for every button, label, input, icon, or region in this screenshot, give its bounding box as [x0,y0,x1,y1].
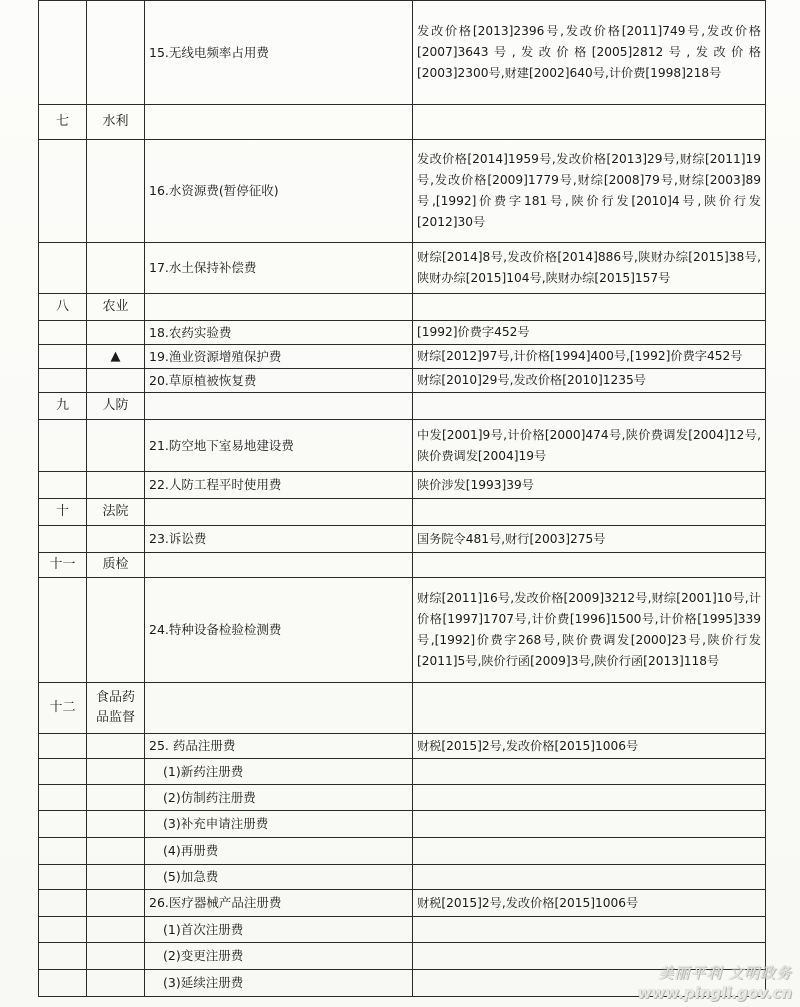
fee-item-cell: (4)再册费 [145,838,413,865]
section-number-cell [39,917,87,943]
table-row [39,811,766,838]
section-number-cell [39,526,87,553]
policy-basis-cell: 中发[2001]9号,计价格[2000]474号,陕价费调发[2004]12号,陕价费调发[2004]19号 [413,420,766,472]
section-number-cell [39,890,87,917]
policy-basis-cell [413,105,766,140]
fee-item-cell: (1)新药注册费 [145,759,413,785]
table-row [39,734,766,759]
policy-basis-cell: 国务院令481号,财行[2003]275号 [413,526,766,553]
table-row [39,683,766,734]
section-number-cell [39,785,87,811]
table-row [39,472,766,499]
section-number-cell [39,838,87,865]
policy-basis-cell: [1992]价费字452号 [413,321,766,345]
section-number-cell [39,811,87,838]
section-number-cell [39,943,87,970]
policy-basis-cell [413,294,766,321]
fee-item-cell [145,294,413,321]
policy-basis-cell: 发改价格[2014]1959号,发改价格[2013]29号,财综[2011]19号,发改价格[2009]1779号,财综[2008]79号,财综[2003]89号,[1992]价费字181号,陕价行发[2010]4号,陕价行发[2012]30号 [413,140,766,243]
fee-item-cell: 22.人防工程平时使用费 [145,472,413,499]
table-row [39,759,766,785]
fee-item-cell: 19.渔业资源增殖保护费 [145,345,413,369]
section-category-cell: 质检 [87,553,145,578]
fee-item-cell: 23.诉讼费 [145,526,413,553]
policy-basis-cell [413,917,766,943]
fee-item-cell: 15.无线电频率占用费 [145,1,413,105]
section-number-cell [39,369,87,393]
table-row [39,105,766,140]
table-row [39,321,766,345]
section-number-cell [39,345,87,369]
section-number-cell [39,472,87,499]
policy-basis-cell: 财综[2012]97号,计价格[1994]400号,[1992]价费字452号 [413,345,766,369]
policy-basis-cell [413,811,766,838]
table-row [39,865,766,890]
fee-item-cell: (3)补充申请注册费 [145,811,413,838]
section-category-cell [87,785,145,811]
fee-item-cell [145,105,413,140]
fee-item-cell: 25. 药品注册费 [145,734,413,759]
section-category-cell [87,890,145,917]
section-category-cell [87,243,145,294]
section-category-cell [87,970,145,997]
section-number-cell [39,865,87,890]
fee-item-cell: 21.防空地下室易地建设费 [145,420,413,472]
fee-item-cell: (2)仿制药注册费 [145,785,413,811]
section-category-cell [87,140,145,243]
section-category-cell [87,321,145,345]
fee-item-cell [145,683,413,734]
policy-basis-cell [413,683,766,734]
table-row [39,553,766,578]
table-row [39,526,766,553]
section-number-cell [39,578,87,683]
policy-basis-cell [413,865,766,890]
section-category-cell [87,759,145,785]
policy-basis-cell [413,785,766,811]
section-number-cell [39,243,87,294]
section-category-cell: 食品药品监督 [87,683,145,734]
fee-item-cell [145,393,413,420]
section-category-cell [87,917,145,943]
section-category-cell [87,865,145,890]
section-category-cell [87,1,145,105]
table-row [39,838,766,865]
section-number-cell: 十二 [39,683,87,734]
section-category-cell [87,420,145,472]
section-category-cell [87,943,145,970]
section-number-cell [39,759,87,785]
section-number-cell: 十一 [39,553,87,578]
table-row [39,140,766,243]
fee-item-cell: 24.特种设备检验检测费 [145,578,413,683]
section-number-cell [39,420,87,472]
table-row [39,578,766,683]
section-number-cell: 八 [39,294,87,321]
policy-basis-cell [413,838,766,865]
section-category-cell: ▲ [87,345,145,369]
policy-basis-cell [413,393,766,420]
section-number-cell [39,734,87,759]
table-row [39,499,766,526]
policy-basis-cell: 发改价格[2013]2396号,发改价格[2011]749号,发改价格[2007]3643号,发改价格[2005]2812号,发改价格[2003]2300号,财建[2002]640号,计价费[1998]218号 [413,1,766,105]
section-category-cell: 法院 [87,499,145,526]
section-category-cell [87,369,145,393]
fee-item-cell: 26.医疗器械产品注册费 [145,890,413,917]
table-row [39,345,766,369]
section-number-cell: 七 [39,105,87,140]
section-category-cell [87,472,145,499]
section-number-cell: 九 [39,393,87,420]
table-row [39,369,766,393]
fee-item-cell: 17.水土保持补偿费 [145,243,413,294]
policy-basis-cell: 财综[2011]16号,发改价格[2009]3212号,财综[2001]10号,计价格[1997]1707号,计价费[1996]1500号,计价格[1995]339号,[1992]价费字268号,陕价费调发[2000]23号,陕价行发[2011]5号,陕价行函[2009]3号,陕价行函[2013]118号 [413,578,766,683]
section-category-cell [87,578,145,683]
section-category-cell [87,838,145,865]
fee-item-cell: 18.农药实验费 [145,321,413,345]
section-category-cell [87,811,145,838]
section-number-cell [39,140,87,243]
fee-item-cell [145,499,413,526]
fee-item-cell [145,553,413,578]
fee-item-cell: (3)延续注册费 [145,970,413,997]
fee-item-cell: (5)加急费 [145,865,413,890]
policy-basis-cell [413,499,766,526]
table-row [39,1,766,105]
section-number-cell [39,321,87,345]
section-number-cell: 十 [39,499,87,526]
section-category-cell: 水利 [87,105,145,140]
table-row [39,294,766,321]
fee-basis-table [38,0,766,997]
section-category-cell [87,734,145,759]
section-number-cell [39,1,87,105]
fee-item-cell: (1)首次注册费 [145,917,413,943]
section-category-cell: 人防 [87,393,145,420]
fee-item-cell: 20.草原植被恢复费 [145,369,413,393]
table-row [39,890,766,917]
table-row [39,243,766,294]
policy-basis-cell: 财税[2015]2号,发改价格[2015]1006号 [413,734,766,759]
table-row [39,393,766,420]
section-number-cell [39,970,87,997]
policy-basis-cell [413,553,766,578]
section-category-cell [87,526,145,553]
section-category-cell: 农业 [87,294,145,321]
table-row [39,785,766,811]
watermark-title: 美丽平利 文明政务 [658,964,792,982]
policy-basis-cell: 财综[2010]29号,发改价格[2010]1235号 [413,369,766,393]
fee-item-cell: 16.水资源费(暂停征收) [145,140,413,243]
policy-basis-cell: 陕价涉发[1993]39号 [413,472,766,499]
table-row [39,420,766,472]
policy-basis-cell [413,759,766,785]
fee-item-cell: (2)变更注册费 [145,943,413,970]
policy-basis-cell: 财税[2015]2号,发改价格[2015]1006号 [413,890,766,917]
watermark-url: www.pingli.gov.cn [637,984,792,1002]
table-row [39,917,766,943]
policy-basis-cell: 财综[2014]8号,发改价格[2014]886号,陕财办综[2015]38号,陕财办综[2015]104号,陕财办综[2015]157号 [413,243,766,294]
site-watermark [582,963,792,1003]
